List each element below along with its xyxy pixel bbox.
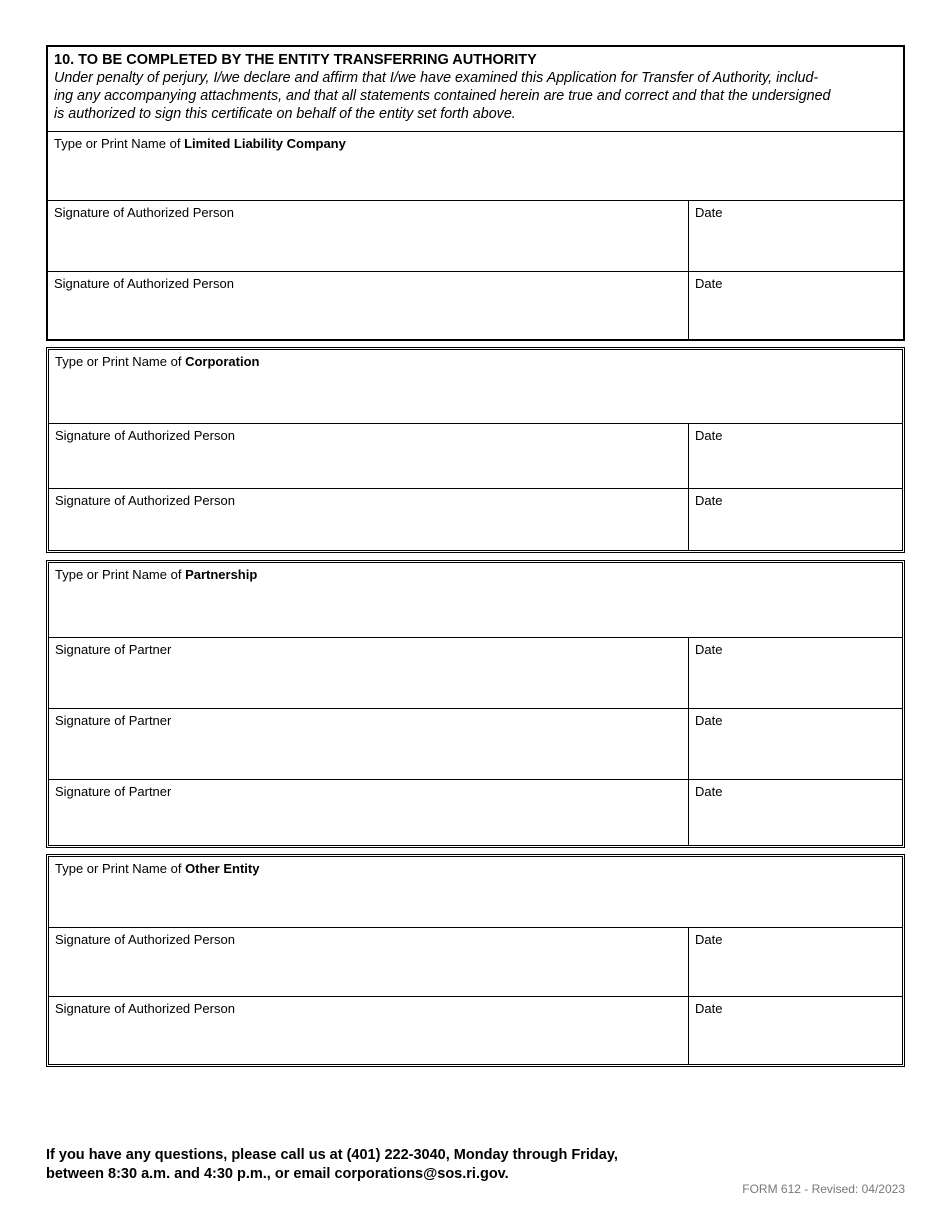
corporation-date-field-1[interactable]: Date	[695, 428, 723, 443]
contact-line: between 8:30 a.m. and 4:30 p.m., or email corporations@sos.ri.gov.	[46, 1166, 509, 1182]
other-signature-row-1	[49, 928, 902, 997]
corporation-signature-field-1[interactable]: Signature of Authorized Person	[49, 424, 689, 488]
corporation-signature-row-2	[49, 489, 902, 550]
partnership-name-field[interactable]	[49, 563, 902, 638]
other-entity-section	[46, 854, 905, 1067]
partner-date-field-3[interactable]: Date	[695, 784, 723, 799]
partner-date-field-1[interactable]: Date	[695, 642, 723, 657]
other-entity-name-field[interactable]	[49, 857, 902, 928]
corporation-name-label: Type or Print Name of Corporation	[55, 354, 260, 369]
other-date-field-1[interactable]: Date	[695, 932, 723, 947]
declaration-line: is authorized to sign this certificate on behalf of the entity set forth above.	[54, 106, 516, 122]
llc-name-label: Type or Print Name of Limited Liability Company	[54, 136, 346, 151]
partner-signature-row-1	[49, 638, 902, 709]
llc-signature-row-1	[48, 201, 903, 272]
llc-signature-field-2[interactable]: Signature of Authorized Person	[48, 272, 689, 341]
form-revision: FORM 612 - Revised: 04/2023	[742, 1182, 905, 1196]
partner-date-field-2[interactable]: Date	[695, 713, 723, 728]
corporation-section	[46, 347, 905, 553]
llc-signature-row-2	[48, 272, 903, 341]
llc-date-field-1[interactable]: Date	[695, 205, 723, 220]
declaration-line: Under penalty of perjury, I/we declare and affirm that I/we have examined this Application for Transfer of Authority, includ-	[54, 70, 819, 86]
section-header	[48, 47, 903, 132]
contact-line: If you have any questions, please call us at (401) 222-3040, Monday through Friday,	[46, 1147, 618, 1163]
llc-date-field-2[interactable]: Date	[695, 276, 723, 291]
corporation-date-field-2[interactable]: Date	[695, 493, 723, 508]
partnership-section	[46, 560, 905, 848]
declaration-text	[54, 69, 897, 123]
section-heading: 10. TO BE COMPLETED BY THE ENTITY TRANSFERRING AUTHORITY	[54, 52, 537, 68]
corporation-name-field[interactable]	[49, 350, 902, 424]
corporation-signature-field-2[interactable]: Signature of Authorized Person	[49, 489, 689, 550]
other-signature-field-1[interactable]: Signature of Authorized Person	[49, 928, 689, 996]
partner-signature-field-2[interactable]: Signature of Partner	[49, 709, 689, 779]
other-signature-row-2	[49, 997, 902, 1064]
partner-signature-field-3[interactable]: Signature of Partner	[49, 780, 689, 845]
other-signature-field-2[interactable]: Signature of Authorized Person	[49, 997, 689, 1064]
other-date-field-2[interactable]: Date	[695, 1001, 723, 1016]
other-entity-name-label: Type or Print Name of Other Entity	[55, 861, 260, 876]
declaration-line: ing any accompanying attachments, and that all statements contained herein are true and correct and that the undersigned	[54, 88, 831, 104]
partner-signature-field-1[interactable]: Signature of Partner	[49, 638, 689, 708]
partner-signature-row-2	[49, 709, 902, 780]
llc-signature-field-1[interactable]: Signature of Authorized Person	[48, 201, 689, 271]
partner-signature-row-3	[49, 780, 902, 845]
llc-name-field[interactable]	[48, 132, 903, 201]
llc-section	[46, 45, 905, 341]
partnership-name-label: Type or Print Name of Partnership	[55, 567, 258, 582]
contact-info	[46, 1146, 746, 1184]
corporation-signature-row-1	[49, 424, 902, 489]
